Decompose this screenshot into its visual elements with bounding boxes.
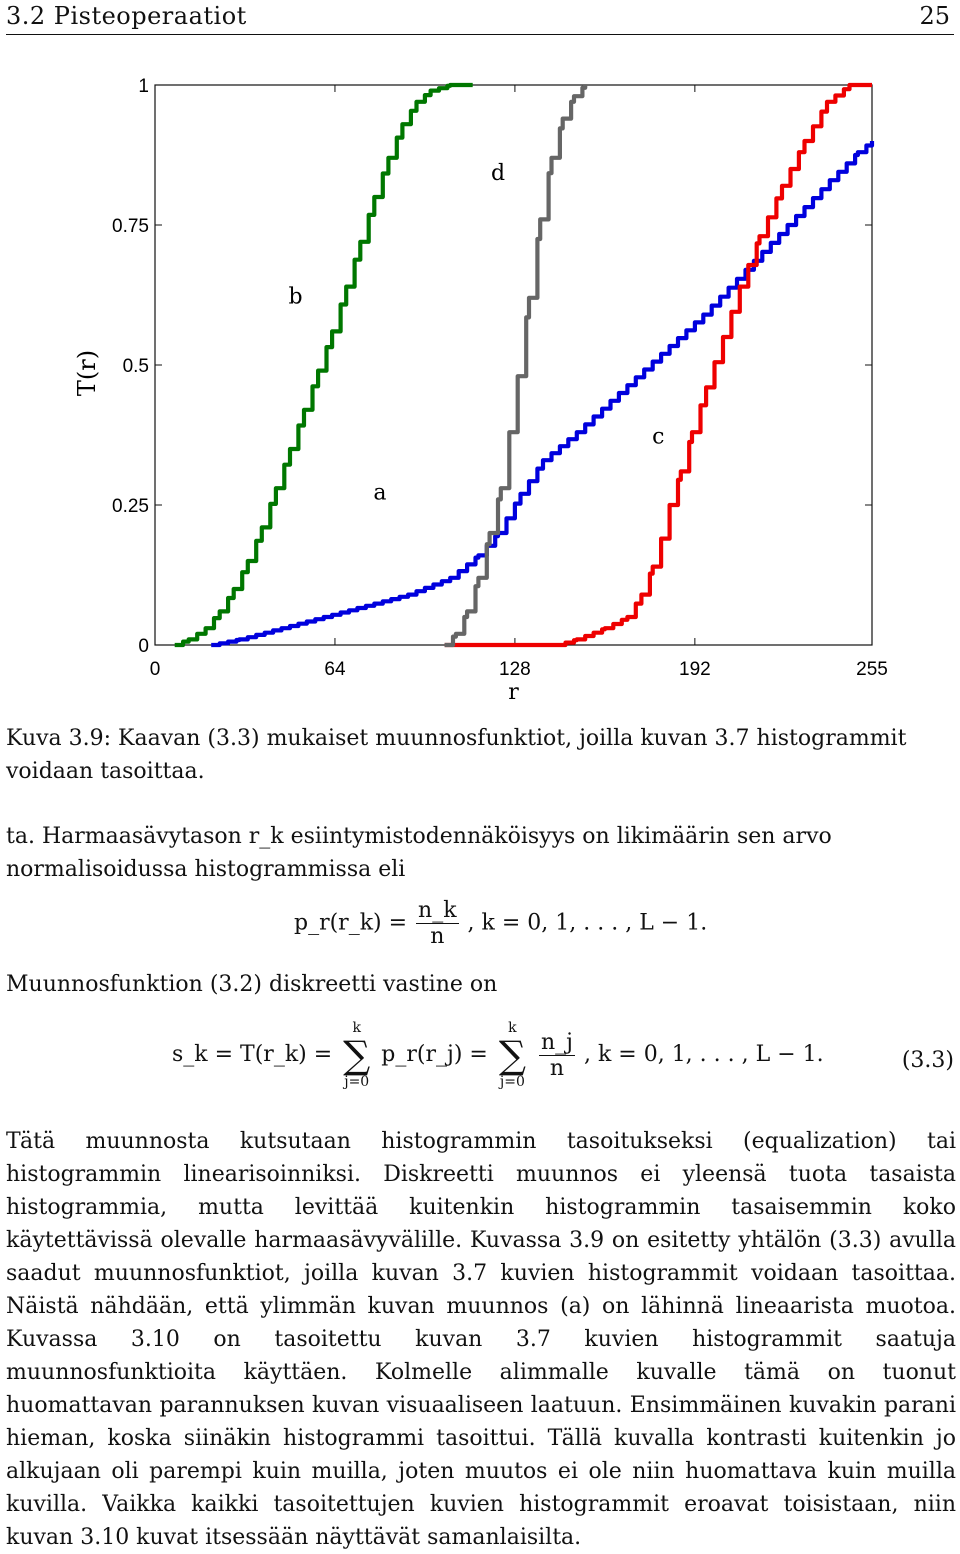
eq1-fraction — [416, 898, 459, 949]
chart-axes — [73, 76, 888, 705]
equation-number: (3.3) — [901, 1048, 954, 1073]
eq2-rhs: , k = 0, 1, . . . , L − 1. — [583, 1042, 824, 1067]
y-tick-label: 1 — [138, 76, 149, 97]
paragraph-1 — [6, 820, 956, 886]
eq2-sum-1 — [343, 1020, 370, 1090]
y-tick-label: 0.25 — [112, 496, 149, 517]
series-c-line — [445, 85, 872, 645]
eq2-numerator: n_j — [540, 1029, 573, 1055]
eq2-sum-2-bottom: j=0 — [499, 1074, 525, 1090]
figure-caption: Kuva 3.9: Kaavan (3.3) mukaiset muunnosfunktiot, joilla kuvan 3.7 histogrammit voidaan tasoittaa. — [6, 726, 907, 784]
equation-probability — [294, 898, 707, 949]
eq2-sum-1-top: k — [352, 1020, 361, 1036]
eq1-rhs: , k = 0, 1, . . . , L − 1. — [467, 910, 708, 936]
paragraph-2: Muunnosfunktion (3.2) diskreetti vastine on — [6, 972, 498, 997]
x-tick-label: 192 — [679, 659, 711, 680]
x-tick-label: 255 — [856, 659, 888, 680]
page-header — [6, 2, 954, 32]
curve-label-d: d — [490, 161, 506, 187]
chart-series — [175, 85, 872, 645]
x-tick-label: 0 — [149, 659, 161, 680]
header-rule — [6, 34, 954, 35]
plot-frame — [155, 85, 872, 645]
eq2-sum-1-bottom: j=0 — [344, 1074, 370, 1090]
sigma-icon: ∑ — [498, 1033, 526, 1077]
y-axis-label: T(r) — [73, 349, 101, 397]
eq2-fraction — [539, 1030, 575, 1081]
equation-3-3 — [172, 1020, 954, 1108]
paragraph-3: Tätä muunnosta kutsutaan histogrammin tasoitukseksi (equalization) tai histogrammin linearisoinniksi. Diskreetti muunnos ei yleensä tuota tasaista histogrammia, mutta levittää kuitenkin histogrammin tasaisemmin koko käytettävissä olevalle harmaasävyvälille. Kuvassa 3.9 on esitetty yhtälön (3.3) avulla saadut muunnosfunktiot, joilla kuvan 3.7 kuvien histogrammit voidaan tasoittaa. Näistä nähdään, että ylimmän kuvan muunnos (a) on lähinnä lineaarista muotoa. Kuvassa 3.10 on tasoitettu kuvan 3.7 kuvien histogrammit saatuja muunnosfunktioita käyttäen. Kolmelle alimmalle kuvalle tämä on tuonut huomattavan parannuksen kuvan visuaaliseen laatuun. Ensimmäinen kuvakin parani hieman, koska siinäkin histogrammi tasoittui. Tällä kuvalla kontrasti kuitenkin jo alkujaan oli parempi kuin muilla, joten muutos ei ole niin huomattava kuin muilla kuvilla. Vaikka kaikki tasoitettujen kuvien histogrammit eroavat toisistaan, niin kuvan 3.10 kuvat itsessään näyttävät samanlaisilta. — [6, 1129, 956, 1550]
x-tick-label: 64 — [324, 659, 346, 680]
eq1-lhs: p_r(r_k) = — [294, 910, 408, 936]
y-tick-label: 0.75 — [112, 216, 149, 237]
curve-label-a: a — [373, 480, 387, 506]
sigma-icon: ∑ — [343, 1033, 371, 1077]
series-d-line — [445, 85, 586, 645]
eq2-denominator: n — [549, 1055, 565, 1081]
eq2-mid: p_r(r_j) = — [381, 1042, 488, 1067]
curve-label-b: b — [288, 284, 303, 310]
eq2-lhs: s_k = T(r_k) = — [172, 1042, 333, 1067]
transform-functions-chart — [0, 60, 960, 710]
eq1-numerator: n_k — [418, 898, 457, 923]
page-number: 25 — [919, 2, 950, 30]
section-title: 3.2 Pisteoperaatiot — [6, 2, 247, 30]
y-tick-label: 0 — [138, 636, 149, 657]
y-tick-label: 0.5 — [122, 356, 149, 377]
series-b-line — [175, 85, 473, 645]
paragraph-1-text: ta. Harmaasävytason r_k esiintymistodennäköisyys on likimäärin sen arvo normalisoidussa histogrammissa eli — [6, 824, 832, 882]
chart-labels — [289, 161, 665, 505]
eq2-sum-2-top: k — [508, 1020, 517, 1036]
curve-label-c: c — [652, 424, 665, 450]
eq1-denominator: n — [430, 924, 445, 949]
eq2-sum-2 — [499, 1020, 526, 1090]
x-axis-label: r — [508, 680, 519, 705]
x-tick-label: 128 — [499, 659, 531, 680]
